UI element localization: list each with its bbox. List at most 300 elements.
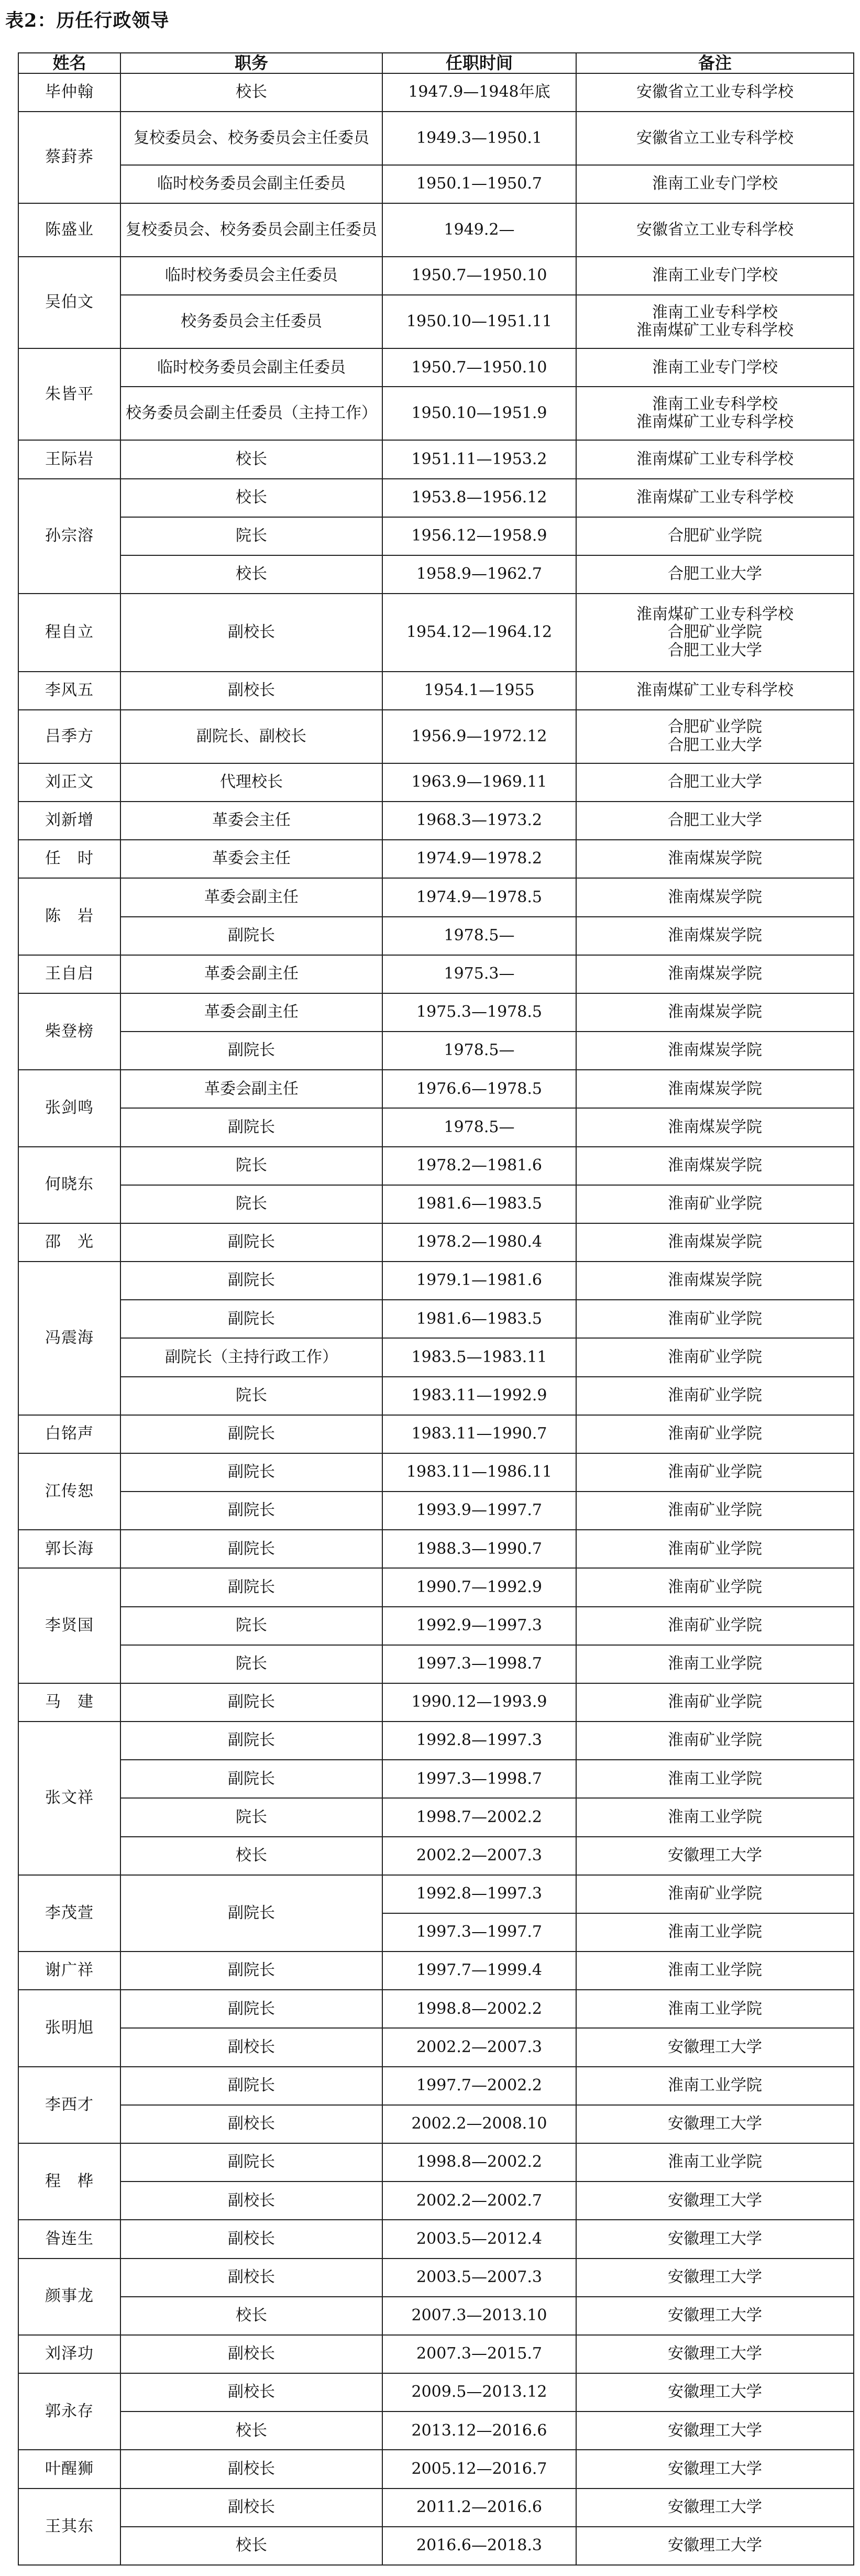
- position-cell: 校长: [120, 1837, 382, 1875]
- table-row: [18, 594, 854, 672]
- leader-name: 李西才: [18, 2067, 120, 2143]
- term-cell: 1949.3—1950.1: [382, 112, 576, 165]
- term-cell: 1979.1—1981.6: [382, 1262, 576, 1300]
- table-row: [18, 1377, 854, 1415]
- table-row: [18, 2105, 854, 2143]
- leader-name: 刘泽功: [18, 2335, 120, 2373]
- note-cell: [576, 594, 854, 672]
- term-cell: 2007.3—2015.7: [382, 2335, 576, 2373]
- leader-name: 任 时: [18, 840, 120, 878]
- term-cell: 2002.2—2007.3: [382, 2028, 576, 2066]
- position-cell: 副校长: [120, 672, 382, 710]
- leader-name: 王其东: [18, 2489, 120, 2565]
- note-line: 淮南工业专门学校: [652, 174, 778, 193]
- note-cell: [576, 840, 854, 878]
- position-cell: 院长: [120, 1645, 382, 1683]
- note-cell: [576, 2220, 854, 2258]
- term-cell: 1978.5—: [382, 1032, 576, 1070]
- note-line: 淮南煤炭学院: [668, 1079, 762, 1098]
- note-line: 安徽省立工业专科学校: [636, 128, 793, 147]
- note-line: 淮南工业学院: [668, 2153, 762, 2172]
- position-cell: 副校长: [120, 594, 382, 672]
- term-cell: 1950.1—1950.7: [382, 165, 576, 203]
- table-row: [18, 1990, 854, 2028]
- note-cell: [576, 348, 854, 387]
- note-cell: [576, 2105, 854, 2143]
- position-cell: 副院长: [120, 2143, 382, 2182]
- table-row: [18, 1032, 854, 1070]
- position-cell: 副院长: [120, 1300, 382, 1338]
- term-cell: 1975.3—: [382, 955, 576, 993]
- term-cell: 1978.5—: [382, 1108, 576, 1146]
- note-line: 安徽理工大学: [668, 2306, 762, 2325]
- note-line: 淮南矿业学院: [668, 1501, 762, 1520]
- position-cell: 革委会副主任: [120, 955, 382, 993]
- table-row: [18, 1645, 854, 1683]
- note-line: 安徽理工大学: [668, 2383, 762, 2402]
- term-cell: 1978.2—1981.6: [382, 1147, 576, 1185]
- table-row: [18, 1530, 854, 1568]
- term-cell: 1983.11—1986.11: [382, 1453, 576, 1492]
- note-line: 合肥矿业学院: [668, 623, 762, 642]
- position-cell: 副院长: [120, 2067, 382, 2105]
- position-cell: 副院长: [120, 1032, 382, 1070]
- note-cell: [576, 2028, 854, 2066]
- position-cell: 副院长: [120, 1415, 382, 1453]
- note-cell: [576, 1798, 854, 1836]
- term-cell: 1975.3—1978.5: [382, 993, 576, 1032]
- leader-name: 邵 光: [18, 1223, 120, 1262]
- note-cell: [576, 1645, 854, 1683]
- note-cell: [576, 1453, 854, 1492]
- note-cell: [576, 112, 854, 165]
- note-cell: [576, 165, 854, 203]
- table-row: [18, 2028, 854, 2066]
- term-cell: 1983.11—1990.7: [382, 1415, 576, 1453]
- table-row: [18, 555, 854, 594]
- leader-name: 吕季方: [18, 710, 120, 763]
- table-row: [18, 2220, 854, 2258]
- note-line: 淮南煤矿工业专科学校: [636, 450, 793, 468]
- note-line: 安徽省立工业专科学校: [636, 83, 793, 102]
- note-cell: [576, 1722, 854, 1760]
- note-line: 淮南煤炭学院: [668, 926, 762, 945]
- note-cell: [576, 479, 854, 517]
- leader-name: 程自立: [18, 594, 120, 672]
- note-cell: [576, 2373, 854, 2411]
- note-line: 安徽理工大学: [668, 2191, 762, 2210]
- note-cell: [576, 2297, 854, 2335]
- note-line: 淮南煤炭学院: [668, 1117, 762, 1136]
- note-line: 淮南工业专门学校: [652, 266, 778, 285]
- term-cell: 1992.9—1997.3: [382, 1607, 576, 1645]
- leader-name: 何晓东: [18, 1147, 120, 1223]
- position-cell: 院长: [120, 517, 382, 555]
- position-cell: 院长: [120, 1798, 382, 1836]
- table-row: [18, 73, 854, 112]
- term-cell: 1953.8—1956.12: [382, 479, 576, 517]
- note-cell: [576, 295, 854, 348]
- note-line: 安徽理工大学: [668, 2536, 762, 2555]
- note-line: 淮南工业专门学校: [652, 358, 778, 377]
- position-cell: 副院长: [120, 1760, 382, 1798]
- note-cell: [576, 1492, 854, 1530]
- note-line: 安徽理工大学: [668, 2114, 762, 2133]
- table-row: [18, 1952, 854, 1990]
- note-line: 淮南工业专科学校: [652, 303, 778, 322]
- position-cell: 临时校务委员会副主任委员: [120, 165, 382, 203]
- term-cell: 1997.7—2002.2: [382, 2067, 576, 2105]
- note-cell: [576, 1952, 854, 1990]
- note-line: 淮南煤矿工业专科学校: [636, 681, 793, 699]
- term-cell: 1997.3—1998.7: [382, 1645, 576, 1683]
- note-cell: [576, 2489, 854, 2527]
- table-row: [18, 802, 854, 840]
- note-line: 合肥工业大学: [668, 773, 762, 792]
- note-cell: [576, 1683, 854, 1722]
- note-line: 淮南矿业学院: [668, 1194, 762, 1213]
- position-cell: 革委会主任: [120, 840, 382, 878]
- note-cell: [576, 1607, 854, 1645]
- note-line: 淮南矿业学院: [668, 1386, 762, 1405]
- position-cell: 副校长: [120, 2182, 382, 2220]
- note-line: 淮南工业学院: [668, 1654, 762, 1673]
- table-row: [18, 672, 854, 710]
- note-cell: [576, 878, 854, 916]
- table-row: [18, 1300, 854, 1338]
- leader-name: 张文祥: [18, 1722, 120, 1875]
- note-cell: [576, 1377, 854, 1415]
- table-header: [18, 53, 854, 73]
- leader-name: 王际岩: [18, 440, 120, 478]
- position-cell: 革委会副主任: [120, 878, 382, 916]
- position-cell: 副院长: [120, 1108, 382, 1146]
- table-row: [18, 2411, 854, 2450]
- position-cell: 副院长: [120, 1990, 382, 2028]
- position-cell: 副校长: [120, 2220, 382, 2258]
- position-cell: 校务委员会副主任委员（主持工作）: [120, 387, 382, 440]
- table-row: [18, 2143, 854, 2182]
- leader-name: 吴伯文: [18, 257, 120, 348]
- leader-name: 李风五: [18, 672, 120, 710]
- table-row: [18, 1722, 854, 1760]
- term-cell: 1968.3—1973.2: [382, 802, 576, 840]
- leader-name: 叶醒狮: [18, 2450, 120, 2488]
- term-cell: 1978.5—: [382, 917, 576, 955]
- table-row: [18, 1760, 854, 1798]
- position-cell: 副院长: [120, 1262, 382, 1300]
- note-cell: [576, 1338, 854, 1376]
- term-cell: 1954.12—1964.12: [382, 594, 576, 672]
- note-line: 安徽省立工业专科学校: [636, 220, 793, 239]
- note-line: 淮南工业专科学校: [652, 394, 778, 413]
- note-line: 淮南煤矿工业专科学校: [636, 605, 793, 623]
- position-cell: 副院长: [120, 1223, 382, 1262]
- note-line: 淮南工业学院: [668, 2076, 762, 2095]
- table-row: [18, 1492, 854, 1530]
- term-cell: 1963.9—1969.11: [382, 763, 576, 802]
- leader-name: 颜事龙: [18, 2259, 120, 2335]
- term-cell: 2002.2—2008.10: [382, 2105, 576, 2143]
- table-row: [18, 2067, 854, 2105]
- term-cell: 2011.2—2016.6: [382, 2489, 576, 2527]
- term-cell: 2002.2—2007.3: [382, 1837, 576, 1875]
- note-cell: [576, 1185, 854, 1223]
- note-line: 淮南工业学院: [668, 1923, 762, 1942]
- note-cell: [576, 1223, 854, 1262]
- note-cell: [576, 802, 854, 840]
- table-row: [18, 440, 854, 478]
- table-body: [18, 73, 854, 2565]
- note-line: 淮南矿业学院: [668, 1577, 762, 1596]
- table-row: [18, 993, 854, 1032]
- position-cell: 革委会副主任: [120, 1070, 382, 1108]
- position-cell: 校长: [120, 555, 382, 594]
- term-cell: 1947.9—1948年底: [382, 73, 576, 112]
- table-row: [18, 917, 854, 955]
- table-row: [18, 257, 854, 295]
- table-row: [18, 840, 854, 878]
- term-cell: 1983.5—1983.11: [382, 1338, 576, 1376]
- term-cell: 1954.1—1955: [382, 672, 576, 710]
- note-line: 合肥工业大学: [668, 641, 762, 660]
- note-cell: [576, 710, 854, 763]
- table-row: [18, 479, 854, 517]
- position-cell: 院长: [120, 1147, 382, 1185]
- note-line: 安徽理工大学: [668, 2267, 762, 2286]
- leader-name: 孙宗溶: [18, 479, 120, 594]
- leader-name: 李贤国: [18, 1568, 120, 1683]
- note-cell: [576, 517, 854, 555]
- note-line: 合肥矿业学院: [668, 718, 762, 737]
- leader-name: 马 建: [18, 1683, 120, 1722]
- term-cell: 1949.2—: [382, 203, 576, 257]
- table-row: [18, 2527, 854, 2565]
- note-line: 淮南矿业学院: [668, 1731, 762, 1750]
- term-cell: 2007.3—2013.10: [382, 2297, 576, 2335]
- table-row: [18, 2297, 854, 2335]
- table-row: [18, 295, 854, 348]
- leader-name: 朱皆平: [18, 348, 120, 440]
- note-line: 安徽理工大学: [668, 2344, 762, 2363]
- term-cell: 1990.7—1992.9: [382, 1568, 576, 1606]
- table-row: [18, 710, 854, 763]
- note-line: 合肥矿业学院: [668, 527, 762, 545]
- table-row: [18, 763, 854, 802]
- leader-name: 程 桦: [18, 2143, 120, 2220]
- table-row: [18, 1875, 854, 1913]
- term-cell: 1956.12—1958.9: [382, 517, 576, 555]
- term-cell: 1998.7—2002.2: [382, 1798, 576, 1836]
- leader-name: 冯震海: [18, 1262, 120, 1415]
- note-cell: [576, 2067, 854, 2105]
- position-cell: 副院长: [120, 1568, 382, 1606]
- note-line: 安徽理工大学: [668, 2421, 762, 2440]
- note-line: 淮南煤炭学院: [668, 849, 762, 868]
- note-cell: [576, 1262, 854, 1300]
- term-cell: 1951.11—1953.2: [382, 440, 576, 478]
- term-cell: 2009.5—2013.12: [382, 2373, 576, 2411]
- note-cell: [576, 203, 854, 257]
- leader-name: 柴登榜: [18, 993, 120, 1070]
- note-cell: [576, 1530, 854, 1568]
- table-row: [18, 2489, 854, 2527]
- header-term: 任职时间: [382, 53, 576, 73]
- term-cell: 1993.9—1997.7: [382, 1492, 576, 1530]
- note-cell: [576, 1837, 854, 1875]
- term-cell: 1988.3—1990.7: [382, 1530, 576, 1568]
- note-cell: [576, 1147, 854, 1185]
- note-line: 淮南矿业学院: [668, 1309, 762, 1328]
- note-cell: [576, 2411, 854, 2450]
- note-cell: [576, 1990, 854, 2028]
- position-cell: 临时校务委员会主任委员: [120, 257, 382, 295]
- term-cell: 1981.6—1983.5: [382, 1300, 576, 1338]
- note-line: 淮南工业学院: [668, 1961, 762, 1980]
- position-cell: 校长: [120, 440, 382, 478]
- note-line: 淮南矿业学院: [668, 1539, 762, 1558]
- note-line: 淮南矿业学院: [668, 1463, 762, 1482]
- note-cell: [576, 2335, 854, 2373]
- note-cell: [576, 387, 854, 440]
- header-name: 姓名: [18, 53, 120, 73]
- table-row: [18, 1683, 854, 1722]
- term-cell: 1956.9—1972.12: [382, 710, 576, 763]
- term-cell: 1950.10—1951.9: [382, 387, 576, 440]
- table-row: [18, 1223, 854, 1262]
- note-line: 淮南矿业学院: [668, 1347, 762, 1366]
- table-row: [18, 2450, 854, 2488]
- table-row: [18, 1607, 854, 1645]
- table-row: [18, 2335, 854, 2373]
- note-cell: [576, 1415, 854, 1453]
- position-cell: 院长: [120, 1607, 382, 1645]
- note-cell: [576, 2527, 854, 2565]
- position-cell: 副校长: [120, 2259, 382, 2297]
- note-cell: [576, 1875, 854, 1913]
- term-cell: 2003.5—2012.4: [382, 2220, 576, 2258]
- term-cell: 1997.7—1999.4: [382, 1952, 576, 1990]
- note-line: 安徽理工大学: [668, 2459, 762, 2478]
- note-cell: [576, 2259, 854, 2297]
- note-line: 淮南矿业学院: [668, 1693, 762, 1712]
- position-cell: 校长: [120, 73, 382, 112]
- position-cell: 副院长: [120, 917, 382, 955]
- term-cell: 2013.12—2016.6: [382, 2411, 576, 2450]
- position-cell: 副院长、副校长: [120, 710, 382, 763]
- position-cell: 临时校务委员会副主任委员: [120, 348, 382, 387]
- term-cell: 1950.7—1950.10: [382, 257, 576, 295]
- note-line: 淮南矿业学院: [668, 1884, 762, 1903]
- leader-name: 郭永存: [18, 2373, 120, 2450]
- leader-name: 李茂萱: [18, 1875, 120, 1952]
- note-line: 淮南煤炭学院: [668, 964, 762, 983]
- note-cell: [576, 1032, 854, 1070]
- position-cell: 革委会副主任: [120, 993, 382, 1032]
- note-line: 淮南煤矿工业专科学校: [636, 413, 793, 432]
- table-row: [18, 1568, 854, 1606]
- leader-name: 毕仲翰: [18, 73, 120, 112]
- term-cell: 1950.7—1950.10: [382, 348, 576, 387]
- note-line: 安徽理工大学: [668, 2037, 762, 2056]
- term-cell: 1978.2—1980.4: [382, 1223, 576, 1262]
- position-cell: 校长: [120, 2411, 382, 2450]
- note-line: 淮南煤炭学院: [668, 1233, 762, 1252]
- leader-name: 蔡葑荞: [18, 112, 120, 203]
- note-cell: [576, 1070, 854, 1108]
- table-row: [18, 2259, 854, 2297]
- term-cell: 1998.8—2002.2: [382, 1990, 576, 2028]
- note-line: 淮南煤炭学院: [668, 1271, 762, 1290]
- position-cell: 校长: [120, 2527, 382, 2565]
- leader-name: 张明旭: [18, 1990, 120, 2066]
- note-cell: [576, 2182, 854, 2220]
- position-cell: 副院长: [120, 1875, 382, 1952]
- position-cell: 复校委员会、校务委员会副主任委员: [120, 203, 382, 257]
- note-cell: [576, 2450, 854, 2488]
- term-cell: 1983.11—1992.9: [382, 1377, 576, 1415]
- table-row: [18, 955, 854, 993]
- position-cell: 副校长: [120, 2489, 382, 2527]
- note-cell: [576, 1568, 854, 1606]
- position-cell: 校长: [120, 479, 382, 517]
- table-row: [18, 1185, 854, 1223]
- header-position: 职务: [120, 53, 382, 73]
- note-line: 合肥工业大学: [668, 565, 762, 584]
- table-row: [18, 348, 854, 387]
- table-row: [18, 1147, 854, 1185]
- term-cell: 1992.8—1997.3: [382, 1875, 576, 1913]
- leader-name: 刘正文: [18, 763, 120, 802]
- table-row: [18, 1338, 854, 1376]
- note-cell: [576, 917, 854, 955]
- note-line: 淮南煤炭学院: [668, 1156, 762, 1175]
- term-cell: 1992.8—1997.3: [382, 1722, 576, 1760]
- table-row: [18, 1262, 854, 1300]
- position-cell: 副院长: [120, 1453, 382, 1492]
- table-row: [18, 203, 854, 257]
- note-cell: [576, 1913, 854, 1952]
- position-cell: 革委会主任: [120, 802, 382, 840]
- term-cell: 1974.9—1978.2: [382, 840, 576, 878]
- note-cell: [576, 1108, 854, 1146]
- note-cell: [576, 955, 854, 993]
- note-line: 安徽理工大学: [668, 1846, 762, 1865]
- note-line: 淮南矿业学院: [668, 1424, 762, 1443]
- leader-name: 郭长海: [18, 1530, 120, 1568]
- note-line: 合肥工业大学: [668, 811, 762, 830]
- leader-name: 陈盛业: [18, 203, 120, 257]
- table-row: [18, 878, 854, 916]
- note-cell: [576, 672, 854, 710]
- note-line: 安徽理工大学: [668, 2497, 762, 2516]
- term-cell: 1997.3—1998.7: [382, 1760, 576, 1798]
- term-cell: 1997.3—1997.7: [382, 1913, 576, 1952]
- table-row: [18, 165, 854, 203]
- note-line: 淮南煤炭学院: [668, 887, 762, 906]
- note-line: 安徽理工大学: [668, 2229, 762, 2248]
- leader-name: 张剑鸣: [18, 1070, 120, 1146]
- table-row: [18, 2182, 854, 2220]
- term-cell: 1998.8—2002.2: [382, 2143, 576, 2182]
- table-row: [18, 517, 854, 555]
- note-line: 淮南煤矿工业专科学校: [636, 488, 793, 507]
- leader-name: 陈 岩: [18, 878, 120, 955]
- table-row: [18, 1070, 854, 1108]
- note-line: 合肥工业大学: [668, 736, 762, 754]
- term-cell: 1958.9—1962.7: [382, 555, 576, 594]
- position-cell: 副院长: [120, 1683, 382, 1722]
